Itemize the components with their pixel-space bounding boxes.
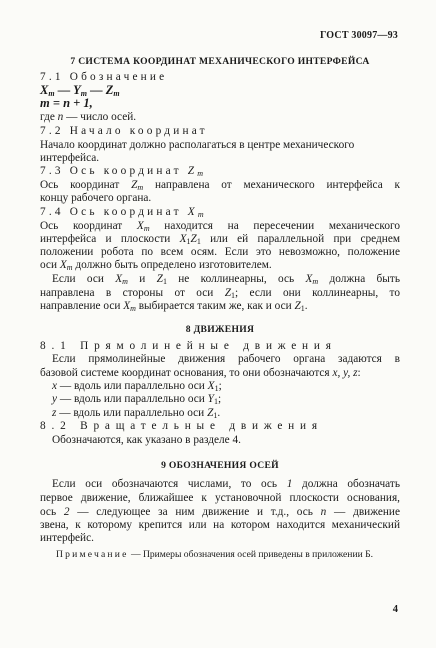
formula-m: m = n + 1, — [40, 96, 93, 110]
note: Примечание — Примеры обозначения осей приведены в приложении Б. — [56, 549, 374, 560]
section-7-title: 7 СИСТЕМА КООРДИНАТ МЕХАНИЧЕСКОГО ИНТЕРФЕЙСА — [70, 56, 370, 67]
clause-7-4-line-6: направлена в стороны от оси $Z_1$; если они коллинеарны, то — [40, 287, 400, 300]
clause-8-1-line-2: базовой системе координат основания, то они обозначаются x, y, z: — [40, 367, 361, 379]
clause-7-3-line-1: Ось координат $Z_m$ направлена от механического интерфейса к — [40, 179, 400, 192]
document-page — [40, 0, 400, 648]
section-9-line-2: первое движение, ближайшее к установочной плоскости основания, — [40, 492, 400, 504]
clause-7-2-line-2: интерфейса. — [40, 152, 100, 164]
clause-7-2-line-1: Начало координат должно располагаться в центре механического — [40, 139, 355, 151]
clause-7-4-line-4: оси $X_m$ должно быть определено изготовителем. — [40, 259, 272, 272]
clause-7-4-heading: 7.4 Ось координат $X_m$ — [40, 206, 207, 219]
clause-8-2-text: Обозначаются, как указано в разделе 4. — [52, 434, 241, 446]
clause-7-3-heading: 7.3 Ось координат $Z_m$ — [40, 165, 207, 178]
clause-8-1-z: z — вдоль или параллельно оси $Z_1$. — [52, 407, 221, 420]
clause-7-1-heading: 7.1 Обозначение — [40, 71, 168, 83]
clause-8-1-line-1: Если прямолинейные движения рабочего органа задаются в — [52, 353, 400, 365]
section-9-line-4: звена, к которому крепится или на котором находится механический — [40, 519, 400, 531]
clause-7-4-line-1: Ось координат $X_m$ находится на пересечении механического — [40, 220, 400, 233]
clause-7-4-line-2: интерфейса и плоскости $X_1Z_1$ или ей параллельной при среднем — [40, 233, 400, 246]
section-9-line-1: Если оси обозначаются числами, то ось 1 должна обозначать — [52, 478, 400, 490]
clause-7-3-line-2: концу рабочего органа. — [40, 192, 152, 204]
standard-code: ГОСТ 30097—93 — [319, 30, 398, 41]
clause-7-4-line-5: Если оси $X_m$ и $Z_1$ не коллинеарны, ось $X_m$ должна быть — [52, 273, 400, 286]
clause-8-1-x: x — вдоль или параллельно оси $X_1$; — [52, 380, 222, 393]
clause-7-2-heading: 7.2 Начало координат — [40, 125, 208, 137]
section-9-line-5: интерфейс. — [40, 532, 94, 544]
page-number: 4 — [392, 604, 398, 615]
section-8-title: 8 ДВИЖЕНИЯ — [185, 324, 255, 335]
formula-axes: $X_m$ — $Y_m$ — $Z_m$ — [40, 83, 120, 98]
clause-8-1-y: y — вдоль или параллельно оси $Y_1$; — [52, 393, 222, 406]
clause-8-2-heading: 8.2 Вращательные движения — [40, 420, 323, 432]
where-text: где n — число осей. — [40, 111, 137, 123]
section-9-line-3: ось 2 — следующее за ним движение и т.д., ось n — движение — [40, 506, 400, 518]
clause-7-4-line-7: направление оси $X_m$ выбирается таким же, как и оси $Z_1$. — [40, 300, 308, 313]
clause-7-4-line-3: положении робота по всем осям. Если это невозможно, положение — [40, 246, 400, 258]
section-9-title: 9 ОБОЗНАЧЕНИЯ ОСЕЙ — [161, 460, 279, 471]
clause-8-1-heading: 8.1 Прямолинейные движения — [40, 340, 337, 352]
